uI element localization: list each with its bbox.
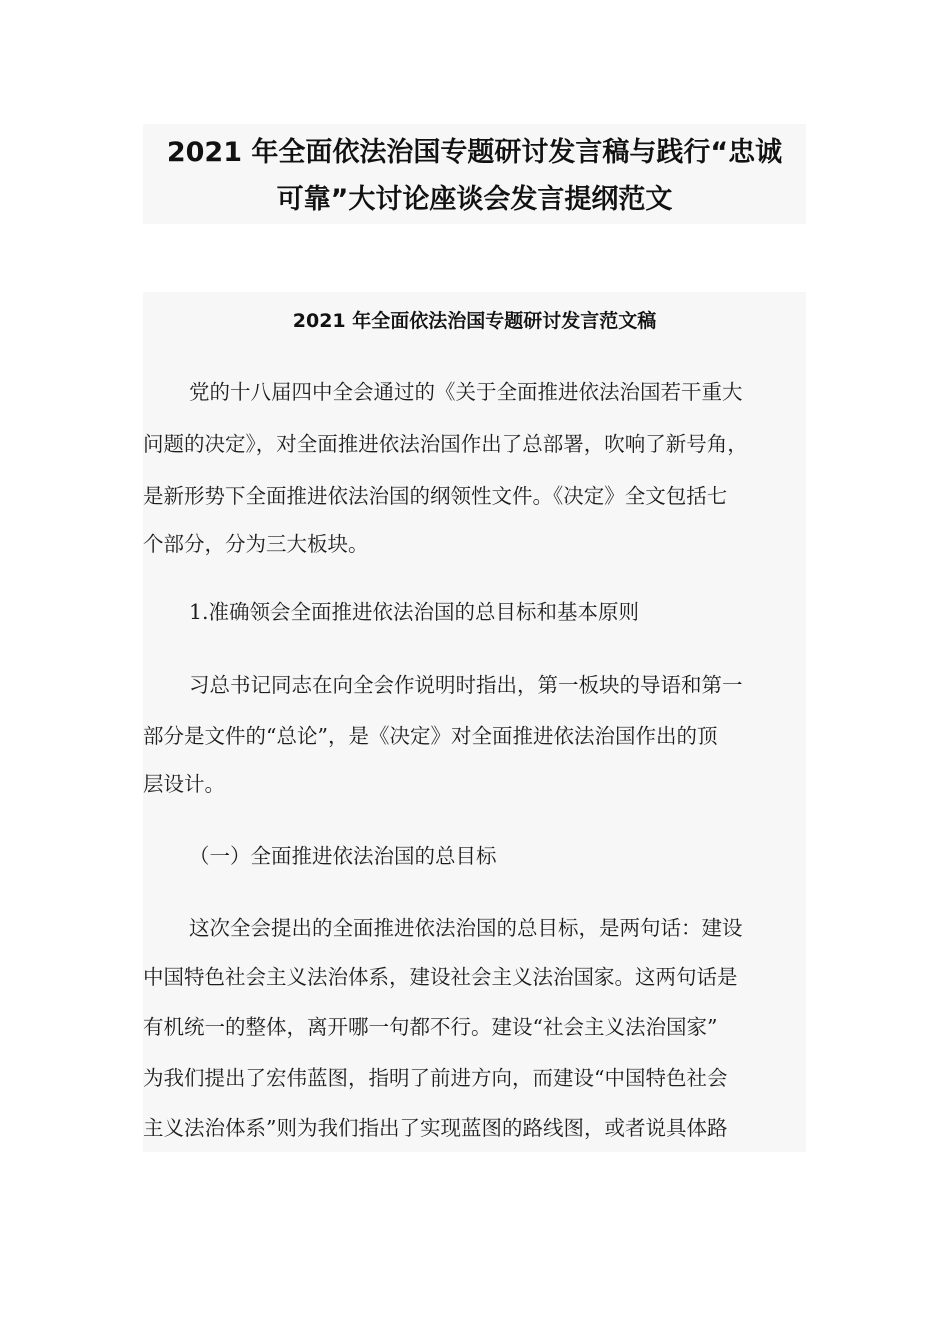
paragraph-1-line-2: 问题的决定》，对全面推进依法治国作出了总部署，吹响了新号角， — [143, 432, 748, 456]
document-title-line-2: 可靠”大讨论座谈会发言提纲范文 — [276, 184, 673, 215]
section-subtitle: 2021 年全面依法治国专题研讨发言范文稿 — [292, 310, 657, 332]
paragraph-2-line-3: 层设计。 — [143, 772, 225, 796]
paragraph-3-line-3: 有机统一的整体，离开哪一句都不行。建设“社会主义法治国家” — [143, 1015, 718, 1039]
heading-1: 1.准确领会全面推进依法治国的总目标和基本原则 — [189, 600, 640, 624]
paragraph-1-line-4: 个部分，分为三大板块。 — [143, 532, 369, 556]
document-title-block — [143, 124, 806, 224]
paragraph-2-line-1: 习总书记同志在向全会作说明时指出，第一板块的导语和第一 — [189, 673, 743, 697]
paragraph-3-line-5: 主义法治体系”则为我们指出了实现蓝图的路线图，或者说具体路 — [143, 1116, 728, 1140]
paragraph-3-line-4: 为我们提出了宏伟蓝图，指明了前进方向，而建设“中国特色社会 — [143, 1066, 728, 1090]
paragraph-1-line-1: 党的十八届四中全会通过的《关于全面推进依法治国若干重大 — [189, 380, 743, 404]
paragraph-2-line-2: 部分是文件的“总论”，是《决定》对全面推进依法治国作出的顶 — [143, 724, 718, 748]
paragraph-3-line-2: 中国特色社会主义法治体系，建设社会主义法治国家。这两句话是 — [143, 965, 738, 989]
document-title-line-1: 2021 年全面依法治国专题研讨发言稿与践行“忠诚 — [166, 137, 783, 168]
document-body — [143, 292, 806, 1152]
paragraph-1-line-3: 是新形势下全面推进依法治国的纲领性文件。《决定》全文包括七 — [143, 484, 728, 508]
heading-2: （一）全面推进依法治国的总目标 — [189, 844, 497, 868]
paragraph-3-line-1: 这次全会提出的全面推进依法治国的总目标，是两句话：建设 — [189, 916, 743, 940]
